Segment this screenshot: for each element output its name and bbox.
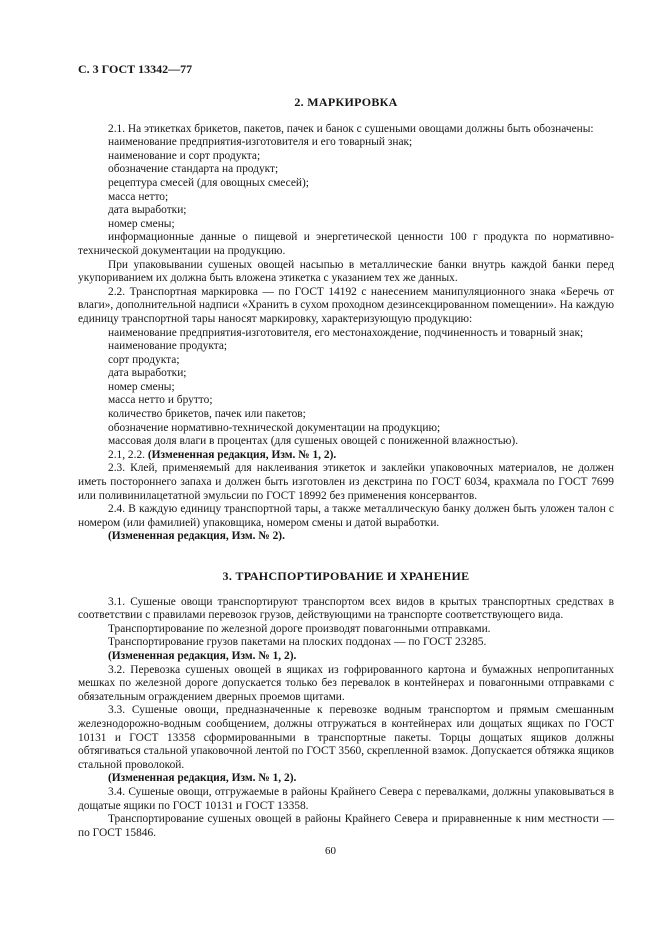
page-header: С. 3 ГОСТ 13342—77: [78, 62, 193, 76]
paragraph-3-1-rail: Транспортирование по железной дороге производят повагонными отправками.: [108, 622, 491, 635]
paragraph-packing: При упаковывании сушеных овощей насыпью в металлические банки внутрь каждой банки перед укупориванием их должна быть вложена этикетка с указанием тех же данных.: [78, 258, 614, 285]
paragraph-3-1-pallets: Транспортирование грузов пакетами на плоских поддонах — по ГОСТ 23285.: [108, 636, 487, 649]
paragraph-3-3: 3.3. Сушеные овощи, предназначенные к перевозке водным транспортом и прямым смешанным железнодорожно-водным сообщением, должны отгружаться в контейнерах или дощатых ящиках по ГОСТ 10131 и ГОСТ 13358 сформированными в транспортные пакеты. Торцы дощатых ящиков должны обтягиваться стальной упаковочной лентой по ГОСТ 3560, скрепленной взамок. Допускается обтяжка ящиков стальной проволокой.: [78, 704, 614, 771]
page-number: 60: [325, 845, 336, 857]
list-item: рецептура смесей (для овощных смесей);: [108, 176, 309, 189]
list-item: дата выработки;: [108, 204, 187, 217]
amendment-note: [78, 449, 614, 463]
list-item: номер смены;: [108, 217, 175, 230]
list-item: обозначение стандарта на продукт;: [108, 163, 279, 176]
section-2-title: 2. МАРКИРОВКА: [294, 95, 398, 109]
amendment-note: (Измененная редакция, Изм. № 2).: [108, 530, 285, 543]
list-item: наименование продукта;: [108, 340, 228, 353]
list-item: наименование и сорт продукта;: [108, 149, 261, 162]
list-item: информационные данные о пищевой и энергетической ценности 100 г продукта по нормативно-технической документации на продукцию.: [78, 231, 614, 257]
note-prefix: 2.1, 2.2.: [108, 448, 148, 461]
list-item: дата выработки;: [108, 367, 187, 380]
amendment-note: (Измененная редакция, Изм. № 1, 2).: [108, 772, 297, 785]
paragraph-3-1: 3.1. Сушеные овощи транспортируют транспортом всех видов в крытых транспортных средствах в соответствии с правилами перевозок грузов, действующими на транспорте соответствующего вида.: [78, 595, 614, 622]
list-item: массовая доля влаги в процентах (для сушеных овощей с пониженной влажностью).: [108, 435, 519, 448]
page-content: [78, 96, 614, 840]
list-item: обозначение нормативно-технической документации на продукцию;: [108, 421, 441, 434]
list-item: масса нетто;: [108, 190, 169, 203]
list-item: наименование предприятия-изготовителя, его местонахождение, подчиненность и товарный знак;: [108, 326, 584, 339]
section-3-title: 3. ТРАНСПОРТИРОВАНИЕ И ХРАНЕНИЕ: [222, 569, 470, 583]
paragraph-3-4: 3.4. Сушеные овощи, отгружаемые в районы Крайнего Севера с перевалками, должны упаковываться в дощатые ящики по ГОСТ 10131 и ГОСТ 13358.: [78, 785, 614, 812]
paragraph-3-2: 3.2. Перевозка сушеных овощей в ящиках из гофрированного картона и бумажных непропитанных мешках по железной дороге допускается только без перевалок в контейнерах и повагонными отправками с обязательным ограждением дверных проемов щитами.: [78, 663, 614, 703]
paragraph-2-3: 2.3. Клей, применяемый для наклеивания этикеток и заклейки упаковочных материалов, не должен иметь постороннего запаха и должен быть изготовлен из декстрина по ГОСТ 6034, крахмала по ГОСТ 7699 или поливинилацетатной эмульсии по ГОСТ 18992 без применения консервантов.: [78, 462, 614, 502]
note-text: (Измененная редакция, Изм. № 1, 2).: [147, 448, 337, 461]
list-item: наименование предприятия-изготовителя и его товарный знак;: [108, 136, 413, 149]
amendment-note: (Измененная редакция, Изм. № 1, 2).: [108, 649, 297, 662]
list-item: номер смены;: [108, 380, 175, 393]
paragraph-2-1: 2.1. На этикетках брикетов, пакетов, пачек и банок с сушеными овощами должны быть обозначены:: [108, 122, 594, 135]
list-item: количество брикетов, пачек или пакетов;: [108, 408, 306, 421]
paragraph-3-4-north: Транспортирование сушеных овощей в районы Крайнего Севера и приравненные к ним местности — по ГОСТ 15846.: [78, 813, 614, 839]
list-item: масса нетто и брутто;: [108, 394, 213, 407]
paragraph-2-4: 2.4. В каждую единицу транспортной тары, а также металлическую банку должен быть уложен талон с номером (или фамилией) упаковщика, номером смены и датой выработки.: [78, 503, 614, 529]
paragraph-2-2: 2.2. Транспортная маркировка — по ГОСТ 14192 с нанесением манипуляционного знака «Беречь от влаги», дополнительной надписи «Хранить в сухом проходном дезинсекцированном помещении». На каждую единицу транспортной тары наносят маркировку, характеризующую продукцию:: [78, 285, 614, 325]
list-item: сорт продукта;: [108, 353, 180, 366]
